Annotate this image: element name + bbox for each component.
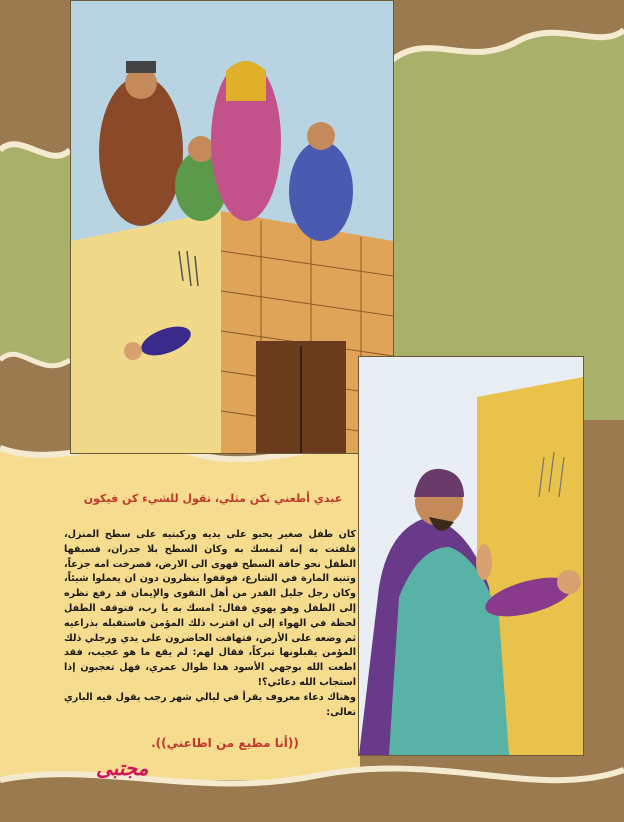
- magazine-logo: مجتبى: [96, 756, 149, 780]
- closing-quote: ((أنا مطيع من اطاعني)).: [151, 736, 299, 750]
- article-body: [64, 528, 356, 720]
- illustration-man-catching-child: [358, 356, 584, 756]
- article-body-intro-quote: وهناك دعاء معروف يقرأ في ليالي شهر رجب يقول فيه الباري تعالى:: [64, 691, 356, 718]
- article-heading: عبدي أطعني تكن مثلي، تقول للشيء كن فيكون: [83, 492, 343, 505]
- article-body-paragraph: كان طفل صغير يحبو على يديه وركبتيه على سطح المنزل، فلفتت به إنه لتمسك به وكان السطح بلا جدران، فسبقها الطفل نحو حافة السطح فهوى الى الارض، فصرخت امه جزعاً، وتنبه المارة في الشارع، فوقفوا ينظرون دون ان يعملوا شيئاً، وكان رجل جليل القدر من أهل التقوى والإيمان قد رفع نظره إلى الطفل وهو يهوي فقال: امسك به يا رب، فتوقف الطفل لحظة في الهواء إلى ان اقترب ذلك المؤمن فاستقبله بذراعيه ثم وضعه على الأرض، فتهافت الحاضرون على يدي ورجلي ذلك المؤمن يقبلونها تبركاً، فقال لهم: لم يقع ما هو عجيب، فقد اطعت الله بوجهي الأسود هذا طوال عمري، فهل تعجبون إذا استجاب الله دعائي؟!: [64, 529, 356, 688]
- illustration-falling-child: [70, 0, 394, 454]
